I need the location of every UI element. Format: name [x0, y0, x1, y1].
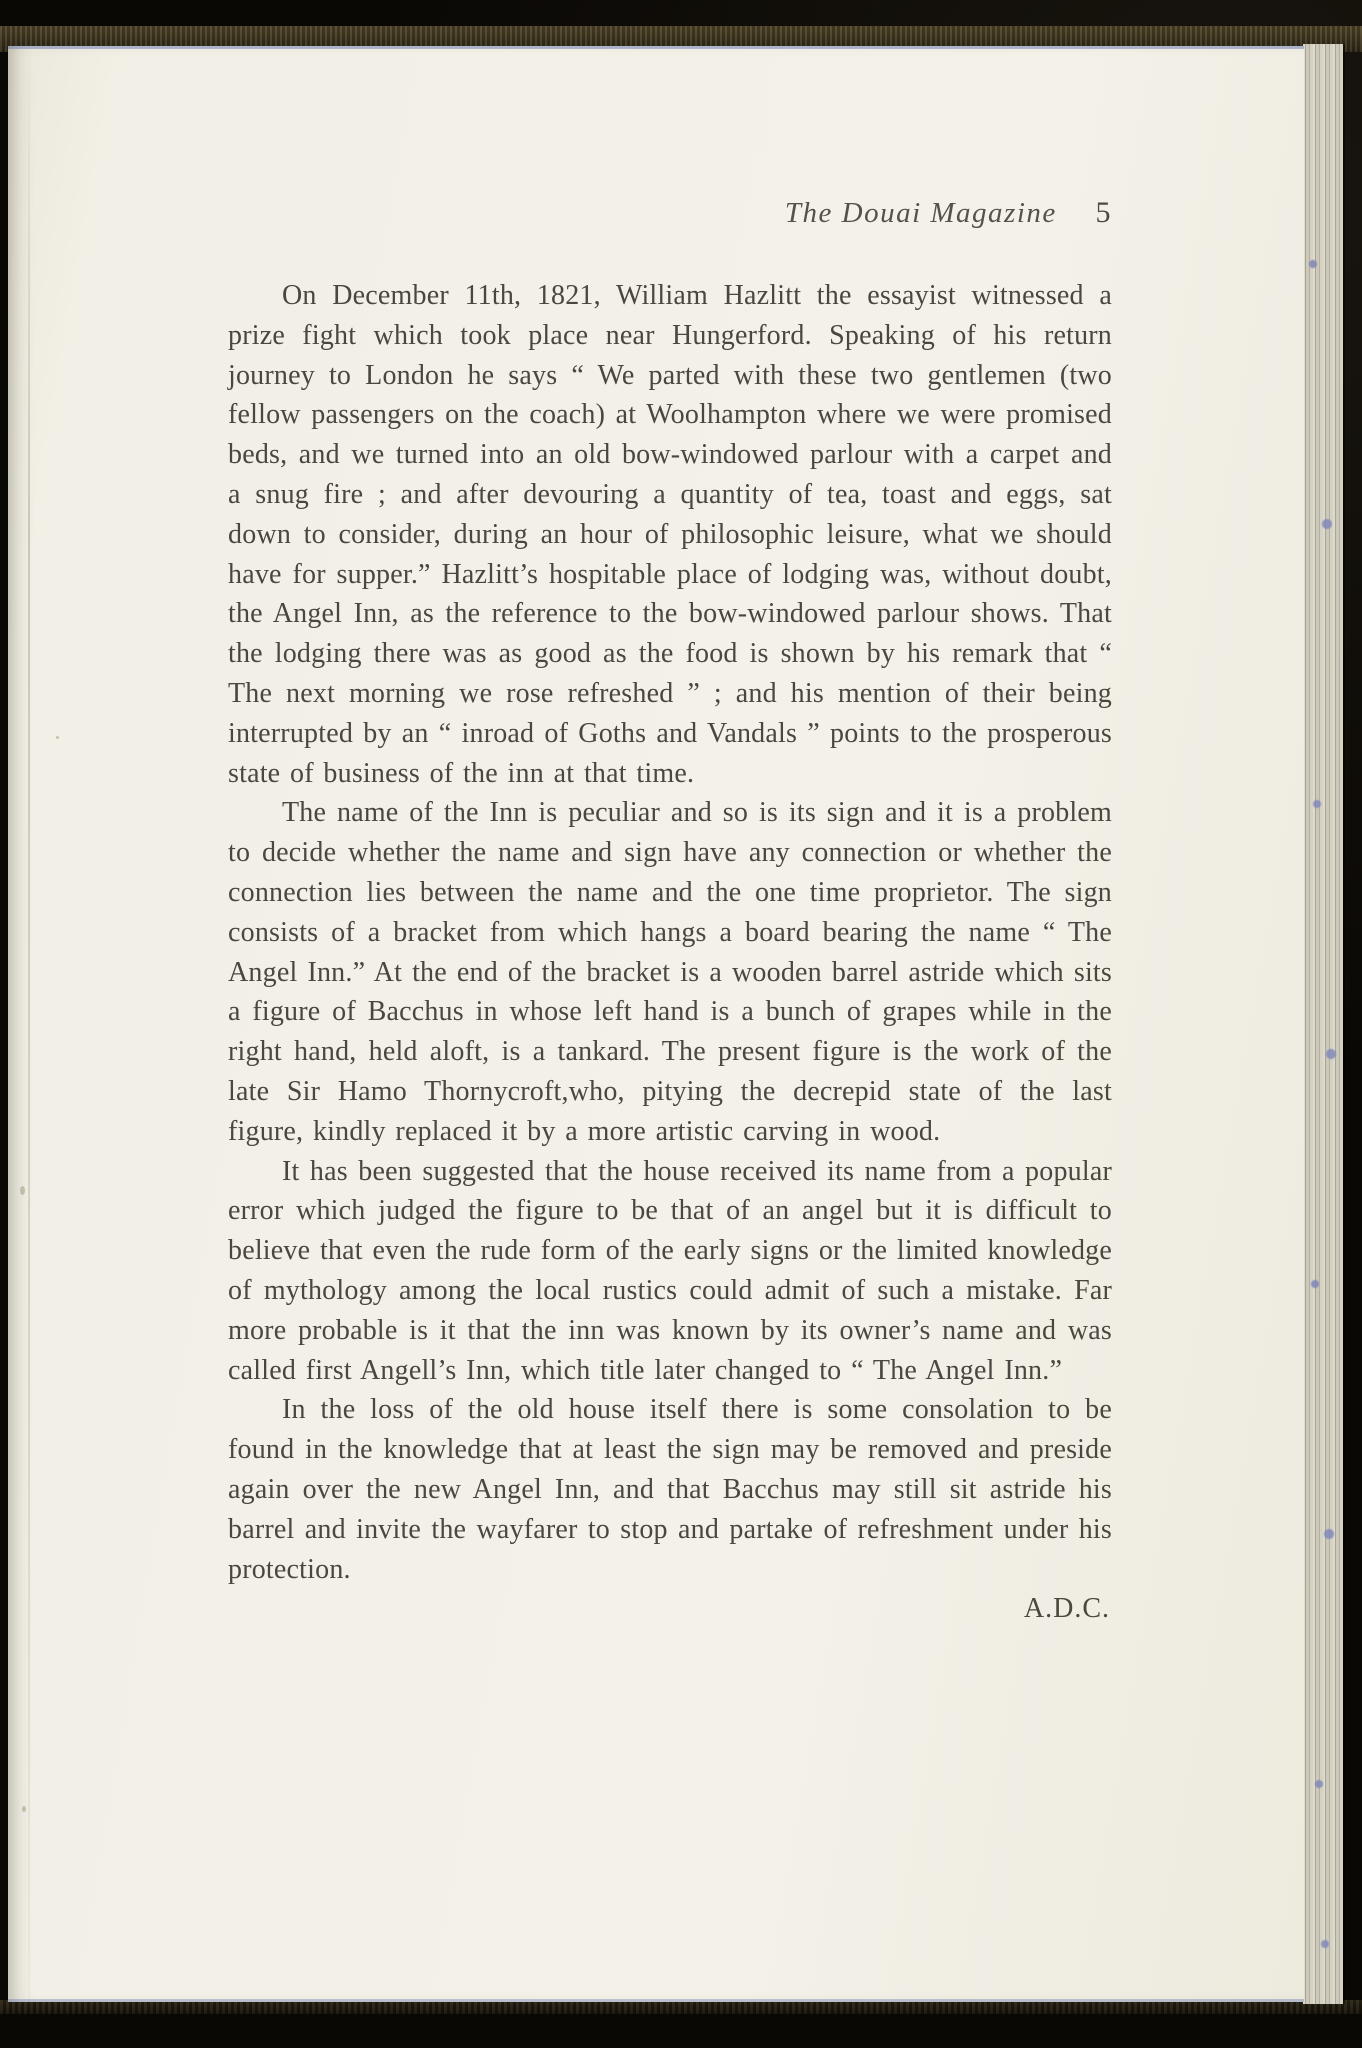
- page-content: [228, 196, 1112, 1625]
- paper-speck: [22, 1806, 26, 1812]
- article-body: [228, 276, 1112, 1625]
- running-header: [228, 196, 1112, 230]
- book-fore-edge-pages: [1303, 44, 1343, 2004]
- scanned-page: [8, 46, 1304, 2002]
- paper-speck: [56, 736, 59, 739]
- paragraph: On December 11th, 1821, William Hazlitt the essayist witnessed a prize fight which took place near Hungerford. Speaking of his return journey to London he says “ We parted with these two gentlemen (two fellow passengers on the coach) at Woolhampton where we were promised beds, and we turned into an old bow-windowed parlour with a carpet and a snug fire ; and after devouring a quantity of tea, toast and eggs, sat down to consider, during an hour of philosophic leisure, what we should have for supper.” Hazlitt’s hospitable place of lodging was, without doubt, the Angel Inn, as the reference to the bow-windowed parlour shows. That the lodging there was as good as the food is shown by his remark that “ The next morning we rose refreshed ” ; and his mention of their being interrupted by an “ inroad of Goths and Vandals ” points to the prosperous state of business of the inn at that time.: [228, 280, 1112, 789]
- author-initials: A.D.C.: [1023, 1593, 1110, 1625]
- paper-speck: [20, 1186, 25, 1195]
- paragraph: The name of the Inn is peculiar and so is its sign and it is a problem to decide whether the name and sign have any connection or whether the connection lies between the name and the one time proprietor. The sign consists of a bracket from which hangs a board bearing the name “ The Angel Inn.” At the end of the bracket is a wooden barrel astride which sits a figure of Bacchus in whose left hand is a bunch of grapes while in the right hand, held aloft, is a tankard. The present figure is the work of the late Sir Hamo Thornycroft,who, pitying the decrepid state of the last figure, kindly replaced it by a more artistic carving in wood.: [228, 797, 1112, 1147]
- magazine-title: The Douai Magazine: [784, 197, 1057, 229]
- book-cover-bottom-edge: [0, 2000, 1362, 2014]
- paragraph: It has been suggested that the house received its name from a popular error which judged the figure to be that of an angel but it is difficult to believe that even the rude form of the early signs or the limited knowledge of mythology among the local rustics could admit of such a mistake. Far more probable is it that the inn was known by its owner’s name and was called first Angell’s Inn, which title later changed to “ The Angel Inn.”: [228, 1155, 1112, 1386]
- page-gutter-crease: [28, 46, 30, 2002]
- page-number: 5: [1095, 196, 1112, 229]
- paragraph: In the loss of the old house itself there is some consolation to be found in the knowledge that at least the sign may be removed and preside again over the new Angel Inn, and that Bacchus may still sit astride his barrel and invite the wayfarer to stop and partake of refreshment under his protection.: [228, 1394, 1112, 1585]
